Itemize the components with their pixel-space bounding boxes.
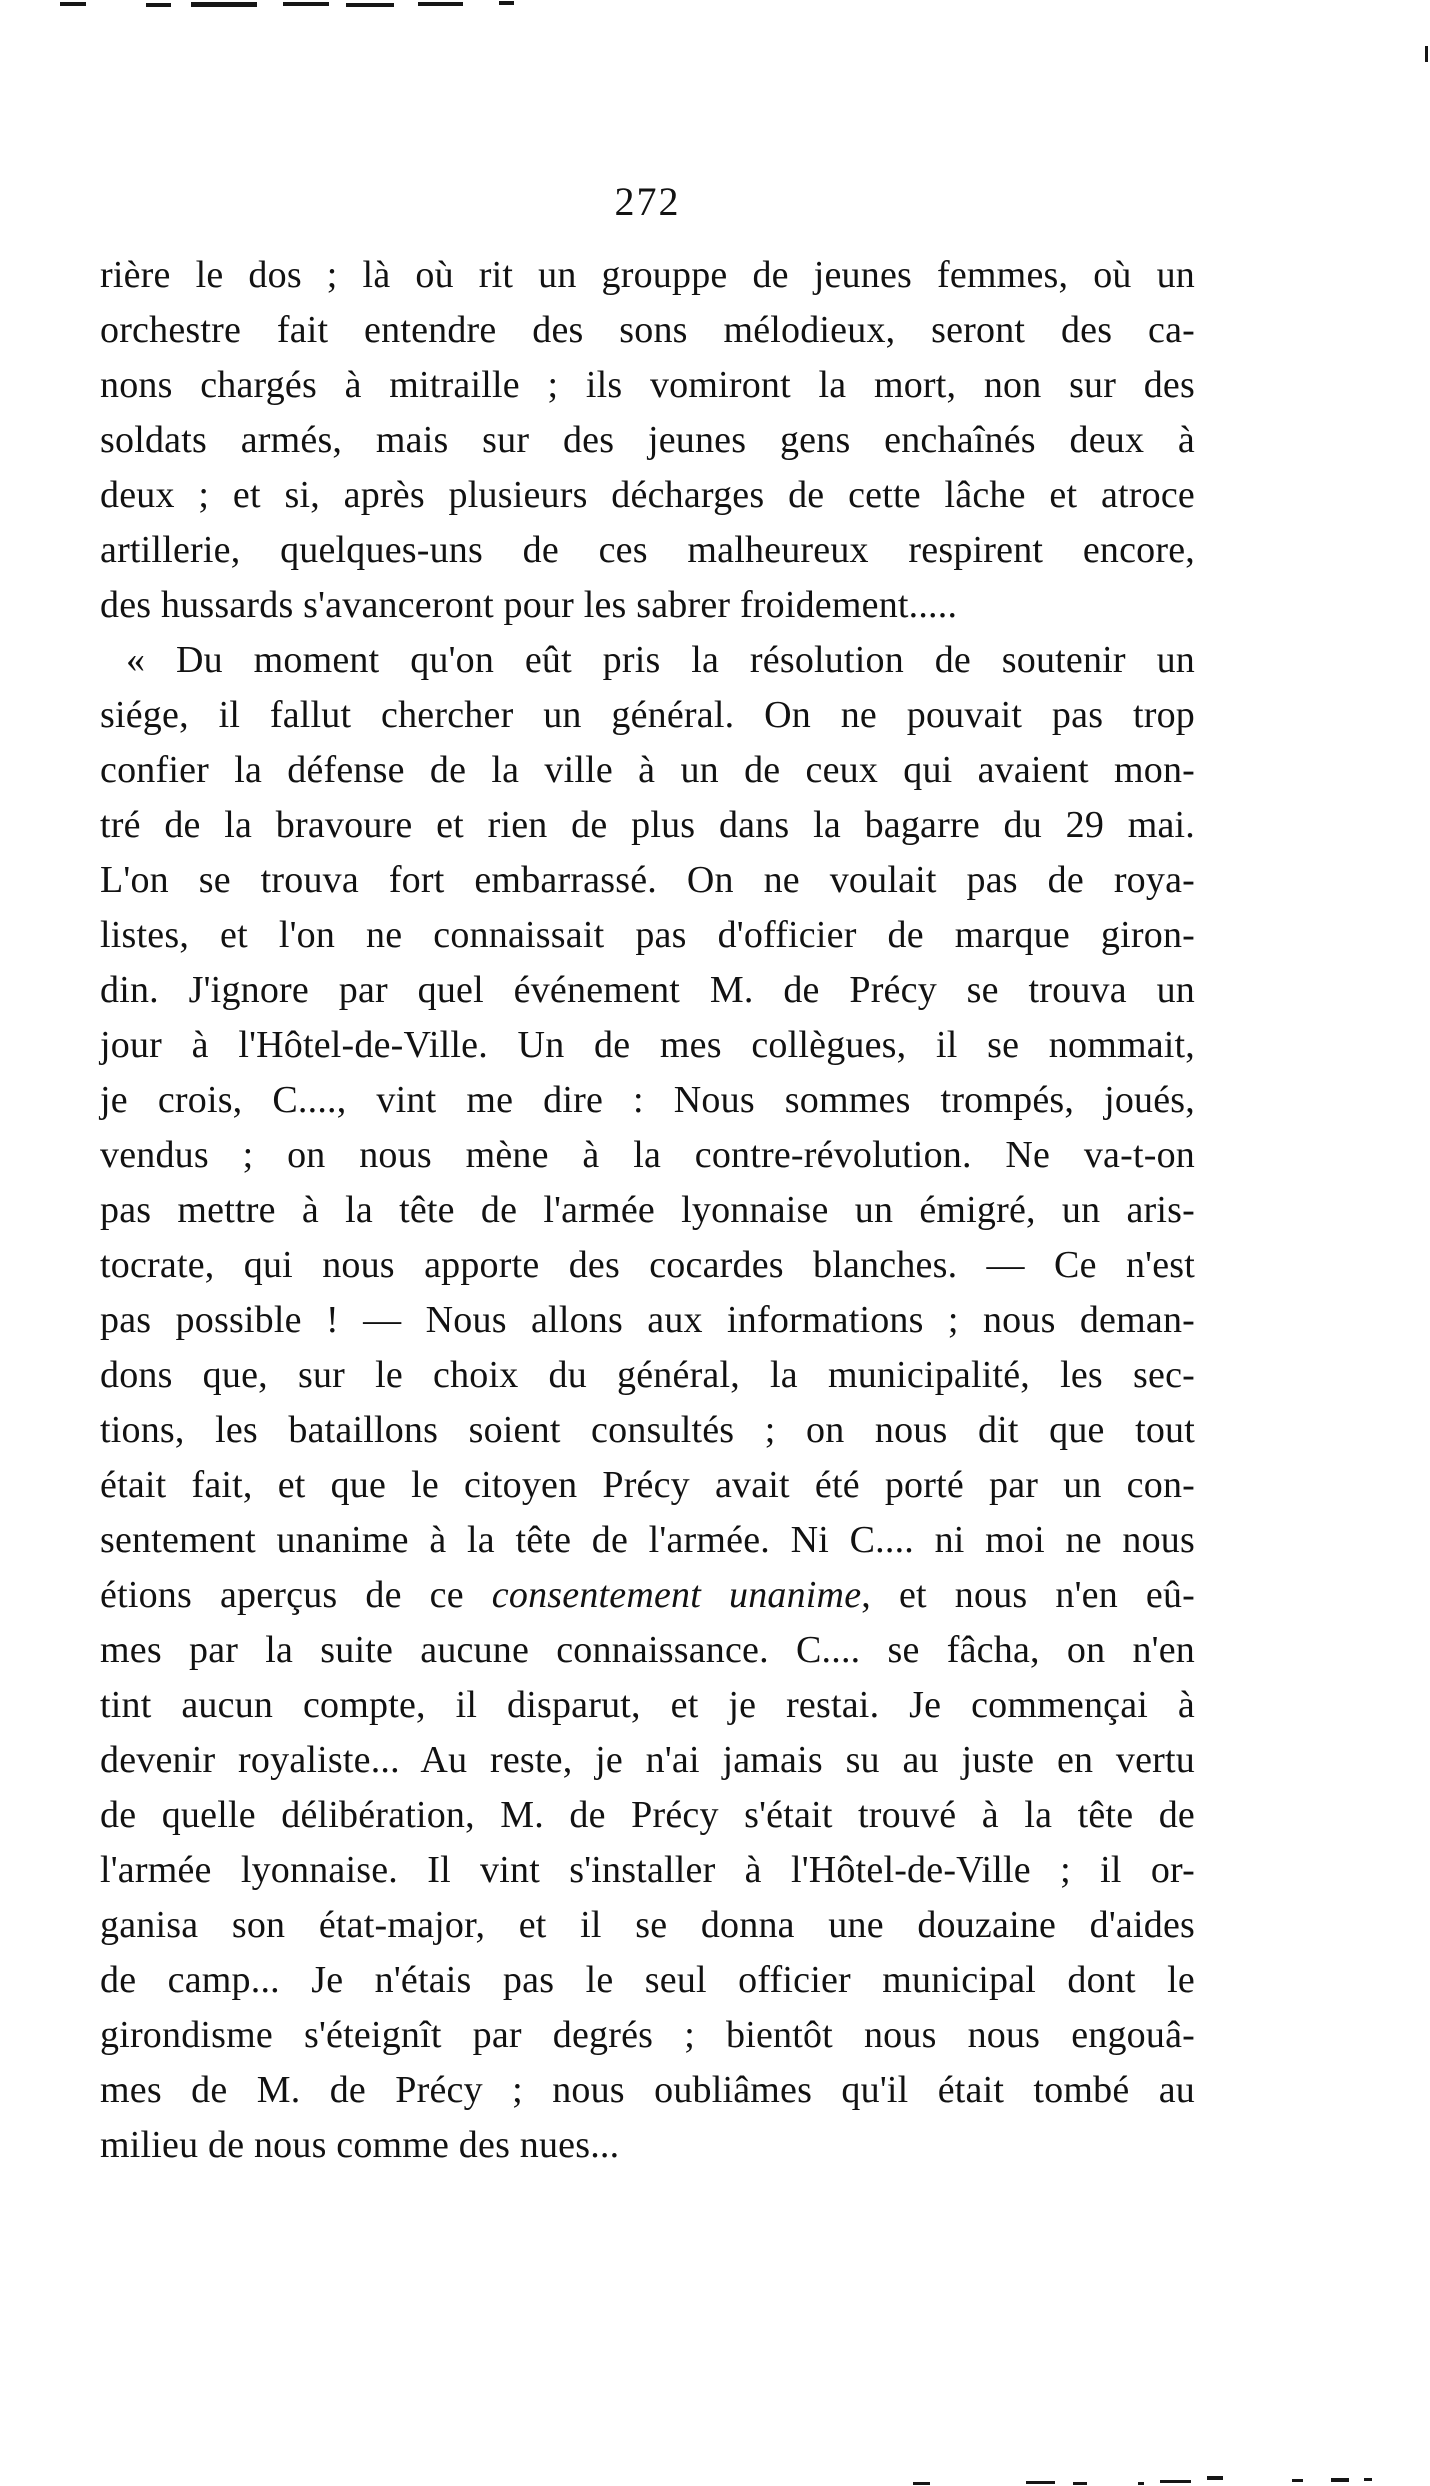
scan-mark xyxy=(913,2482,930,2485)
text-segment: confier la défense de la ville à un de ceux qui avaient mon- xyxy=(100,749,1195,791)
text-segment: listes, et l'on ne connaissait pas d'officier de marque giron- xyxy=(100,914,1195,956)
text-line xyxy=(100,743,1195,798)
text-segment: jour à l'Hôtel-de-Ville. Un de mes collègues, il se nommait, xyxy=(100,1024,1195,1066)
text-segment: tint aucun compte, il disparut, et je restai. Je commençai à xyxy=(100,1684,1195,1726)
text-line xyxy=(100,853,1195,908)
text-line xyxy=(100,303,1195,358)
text-line xyxy=(100,2063,1195,2118)
text-line xyxy=(100,1513,1195,1568)
scan-mark xyxy=(346,3,394,7)
text-segment: girondisme s'éteignît par degrés ; bientôt nous nous engouâ- xyxy=(100,2014,1195,2056)
text-segment: de camp... Je n'étais pas le seul officier municipal dont le xyxy=(100,1959,1195,2001)
text-segment: mes de M. de Précy ; nous oubliâmes qu'il était tombé au xyxy=(100,2069,1195,2111)
scan-mark xyxy=(499,1,514,5)
scan-mark xyxy=(283,2,329,6)
text-segment: tions, les bataillons soient consultés ; on nous dit que tout xyxy=(100,1409,1195,1451)
text-segment: deux ; et si, après plusieurs décharges de cette lâche et atroce xyxy=(100,474,1195,516)
text-segment: artillerie, quelques-uns de ces malheureux respirent encore, xyxy=(100,529,1195,571)
text-line xyxy=(100,908,1195,963)
text-line xyxy=(100,1788,1195,1843)
text-line xyxy=(100,413,1195,468)
text-line xyxy=(100,1843,1195,1898)
text-segment: orchestre fait entendre des sons mélodieux, seront des ca- xyxy=(100,309,1195,351)
text-segment: des hussards s'avanceront pour les sabrer froidement..... xyxy=(100,584,958,626)
text-segment: , et nous n'en eû- xyxy=(861,1574,1196,1616)
text-segment: étions aperçus de ce xyxy=(100,1574,492,1616)
text-line xyxy=(100,248,1195,303)
text-block xyxy=(100,248,1195,2173)
scan-mark xyxy=(1331,2478,1349,2482)
text-segment: tocrate, qui nous apporte des cocardes blanches. — Ce n'est xyxy=(100,1244,1195,1286)
text-segment: rière le dos ; là où rit un grouppe de jeunes femmes, où un xyxy=(100,254,1195,296)
scan-mark xyxy=(191,2,257,7)
scan-mark xyxy=(1160,2480,1191,2483)
text-segment: tré de la bravoure et rien de plus dans la bagarre du 29 mai. xyxy=(100,804,1195,846)
scan-mark xyxy=(1073,2482,1087,2485)
text-line xyxy=(100,2008,1195,2063)
text-line xyxy=(100,688,1195,743)
text-line xyxy=(100,963,1195,1018)
text-line xyxy=(100,1238,1195,1293)
text-segment: sentement unanime à la tête de l'armée. Ni C.... ni moi ne nous xyxy=(100,1519,1195,1561)
text-line xyxy=(100,1953,1195,2008)
text-segment: milieu de nous comme des nues... xyxy=(100,2124,620,2166)
text-segment: dons que, sur le choix du général, la municipalité, les sec- xyxy=(100,1354,1195,1396)
text-line xyxy=(100,1678,1195,1733)
text-line xyxy=(100,633,1195,688)
text-line xyxy=(100,1183,1195,1238)
text-segment: je crois, C...., vint me dire : Nous sommes trompés, joués, xyxy=(100,1079,1195,1121)
text-line xyxy=(100,1293,1195,1348)
text-line xyxy=(100,1073,1195,1128)
text-line xyxy=(100,1568,1195,1623)
text-segment: vendus ; on nous mène à la contre-révolution. Ne va-t-on xyxy=(100,1134,1195,1176)
text-segment: devenir royaliste... Au reste, je n'ai jamais su au juste en vertu xyxy=(100,1739,1195,1781)
text-line xyxy=(100,358,1195,413)
text-segment: soldats armés, mais sur des jeunes gens enchaînés deux à xyxy=(100,419,1195,461)
text-segment: L'on se trouva fort embarrassé. On ne voulait pas de roya- xyxy=(100,859,1195,901)
text-segment: mes par la suite aucune connaissance. C.... se fâcha, on n'en xyxy=(100,1629,1195,1671)
text-line xyxy=(100,798,1195,853)
scan-artifact-right-tick xyxy=(1425,46,1428,62)
scan-mark xyxy=(1364,2478,1372,2481)
text-segment: de quelle délibération, M. de Précy s'était trouvé à la tête de xyxy=(100,1794,1195,1836)
scan-mark xyxy=(1207,2476,1223,2480)
scan-mark xyxy=(418,2,463,6)
scan-mark xyxy=(1138,2482,1144,2485)
text-line xyxy=(100,1898,1195,1953)
text-line xyxy=(100,523,1195,578)
text-segment: pas possible ! — Nous allons aux informations ; nous deman- xyxy=(100,1299,1195,1341)
text-segment: siége, il fallut chercher un général. On ne pouvait pas trop xyxy=(100,694,1195,736)
page-number: 272 xyxy=(614,179,681,224)
italic-phrase: consentement unanime xyxy=(491,1574,862,1616)
text-line xyxy=(100,468,1195,523)
scan-mark xyxy=(60,2,86,6)
text-segment: était fait, et que le citoyen Précy avait été porté par un con- xyxy=(100,1464,1195,1506)
text-segment: din. J'ignore par quel événement M. de Précy se trouva un xyxy=(100,969,1195,1011)
text-line xyxy=(100,1458,1195,1513)
text-line xyxy=(100,1128,1195,1183)
scan-mark xyxy=(146,3,171,7)
text-line xyxy=(100,1403,1195,1458)
scan-mark xyxy=(1026,2481,1055,2484)
text-line xyxy=(100,578,1195,633)
text-segment: nons chargés à mitraille ; ils vomiront la mort, non sur des xyxy=(100,364,1195,406)
text-segment: « Du moment qu'on eût pris la résolution de soutenir un xyxy=(126,639,1195,681)
text-line xyxy=(100,1623,1195,1678)
scan-mark xyxy=(1292,2479,1303,2482)
text-segment: pas mettre à la tête de l'armée lyonnaise un émigré, un aris- xyxy=(100,1189,1195,1231)
text-segment: ganisa son état-major, et il se donna une douzaine d'aides xyxy=(100,1904,1195,1946)
text-segment: l'armée lyonnaise. Il vint s'installer à l'Hôtel-de-Ville ; il or- xyxy=(100,1849,1195,1891)
text-line xyxy=(100,1348,1195,1403)
text-line xyxy=(100,1733,1195,1788)
text-line xyxy=(100,2118,1195,2173)
text-line xyxy=(100,1018,1195,1073)
